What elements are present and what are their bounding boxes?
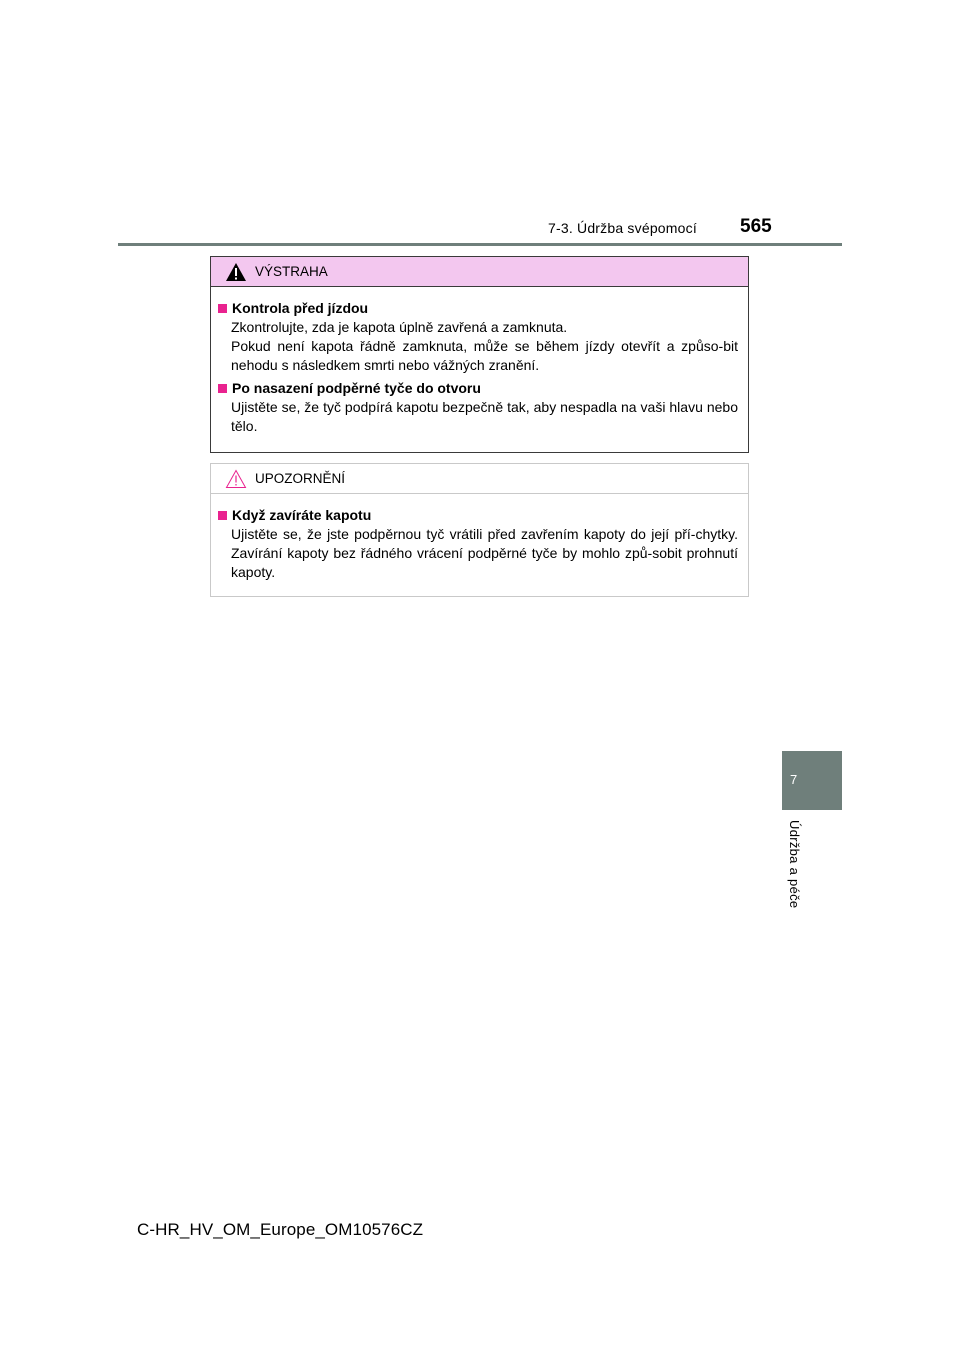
caution-box-header: [211, 464, 748, 494]
caution-box: [210, 463, 749, 597]
paragraph: Zkontrolujte, zda je kapota úplně zavřená a zamknuta.: [231, 319, 568, 335]
header-rule: [118, 243, 842, 246]
header-section-title: 7-3. Údržba svépomocí: [548, 220, 697, 236]
caution-triangle-icon: [225, 468, 251, 490]
chapter-tab: [782, 751, 842, 810]
warning-box-label: VÝSTRAHA: [255, 264, 328, 279]
document-code: C-HR_HV_OM_Europe_OM10576CZ: [137, 1220, 424, 1239]
warning-item: [218, 379, 738, 436]
warning-box-body: [211, 287, 748, 436]
paragraph: Ujistěte se, že tyč podpírá kapotu bezpečně tak, aby nespadla na vaši hlavu nebo tělo.: [231, 399, 738, 434]
warning-item-title: [218, 379, 738, 397]
caution-item-title-text: Když zavíráte kapotu: [232, 507, 372, 523]
warning-item: [218, 299, 738, 375]
caution-item-text: [218, 525, 738, 582]
bullet-square-icon: [218, 511, 227, 520]
warning-item-title-text: Po nasazení podpěrné tyče do otvoru: [232, 380, 481, 396]
caution-item-title: [218, 506, 738, 524]
caution-box-label: UPOZORNĚNÍ: [255, 471, 346, 486]
page-number: 565: [740, 216, 772, 237]
warning-box: [210, 256, 749, 453]
warning-triangle-icon: [225, 261, 251, 283]
warning-box-header: [211, 257, 748, 287]
warning-item-title-text: Kontrola před jízdou: [232, 300, 369, 316]
chapter-label: Údržba a péče: [787, 820, 802, 909]
warning-item-text: [218, 398, 738, 436]
caution-box-body: [211, 494, 748, 582]
bullet-square-icon: [218, 384, 227, 393]
chapter-number: 7: [790, 772, 798, 787]
warning-item-title: [218, 299, 738, 317]
paragraph: Ujistěte se, že jste podpěrnou tyč vrátili před zavřením kapoty do její pří-chytky. Zavírání kapoty bez řádného vrácení podpěrné tyče by mohlo způ-sobit prohnutí kapoty.: [231, 526, 738, 580]
paragraph: Pokud není kapota řádně zamknuta, může se během jízdy otevřít a způso-bit nehodu s následkem smrti nebo vážných zranění.: [231, 338, 738, 373]
bullet-square-icon: [218, 304, 227, 313]
warning-item-text: [218, 318, 738, 375]
caution-item: [218, 506, 738, 582]
